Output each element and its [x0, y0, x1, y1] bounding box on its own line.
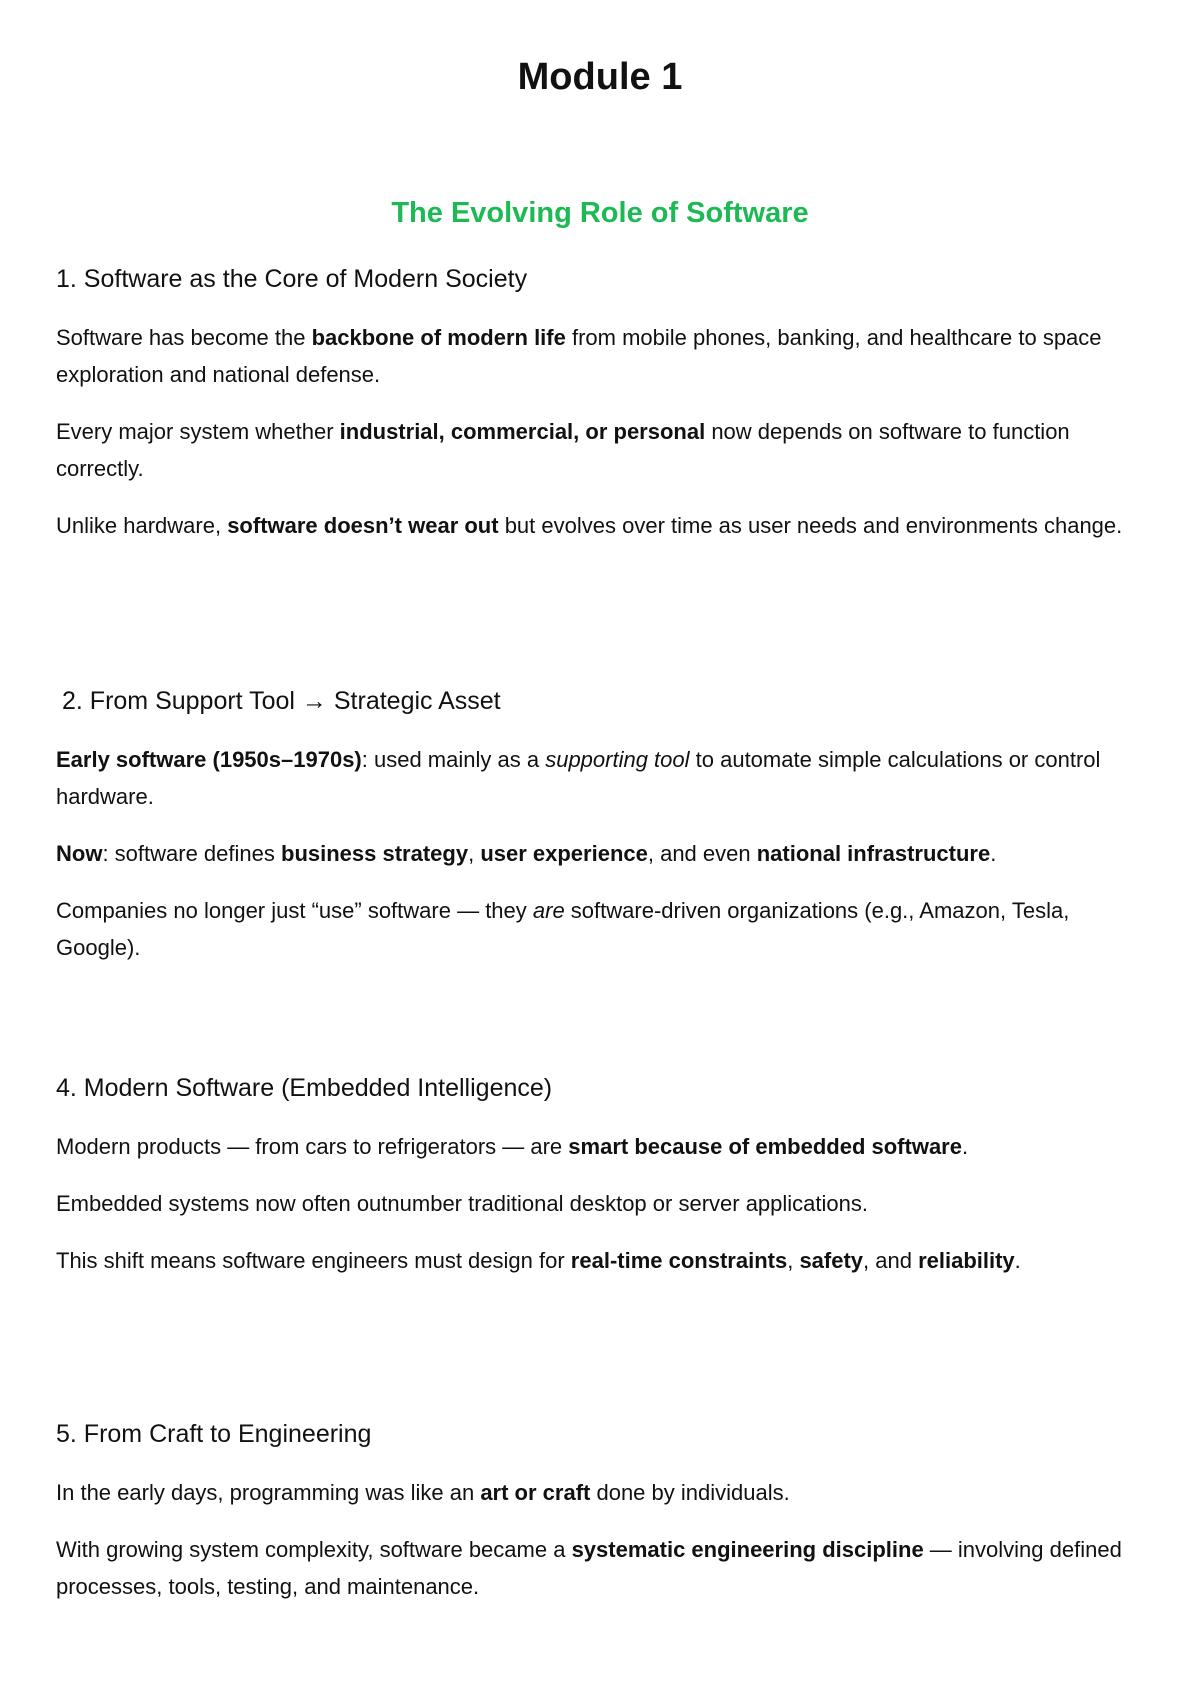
section-heading: 5. From Craft to Engineering — [56, 1420, 372, 1448]
section-modern-software — [56, 1072, 1156, 1299]
paragraph: Every major system whether industrial, commercial, or personal now depends on software to function correctly. — [56, 419, 1070, 481]
section-heading: 4. Modern Software (Embedded Intelligence) — [56, 1074, 553, 1102]
page-subtitle: The Evolving Role of Software — [391, 197, 809, 229]
section-heading: 1. Software as the Core of Modern Society — [56, 265, 528, 293]
paragraph: This shift means software engineers must design for real-time constraints, safety, and reliability. — [56, 1248, 1021, 1273]
paragraph: With growing system complexity, software became a systematic engineering discipline — involving defined processes, tools, testing, and maintenance. — [56, 1537, 1122, 1599]
paragraph: Now: software defines business strategy, user experience, and even national infrastructure. — [56, 841, 997, 866]
page-title: Module 1 — [517, 56, 683, 98]
paragraph: Modern products — from cars to refrigerators — are smart because of embedded software. — [56, 1134, 969, 1159]
paragraph: Embedded systems now often outnumber traditional desktop or server applications. — [56, 1191, 868, 1216]
section-support-to-strategic — [56, 685, 1156, 986]
section-craft-to-engineering — [56, 1418, 1156, 1625]
paragraph: Early software (1950s–1970s): used mainly as a supporting tool to automate simple calculations or control hardware. — [56, 747, 1101, 809]
paragraph: Companies no longer just “use” software — they are software-driven organizations (e.g., Amazon, Tesla, Google). — [56, 898, 1070, 960]
paragraph: Software has become the backbone of modern life from mobile phones, banking, and healthcare to space exploration and national defense. — [56, 325, 1102, 387]
paragraph: Unlike hardware, software doesn’t wear out but evolves over time as user needs and environments change. — [56, 513, 1123, 538]
paragraph: In the early days, programming was like an art or craft done by individuals. — [56, 1480, 790, 1505]
section-software-core — [56, 263, 1156, 564]
section-heading: 2. From Support Tool → Strategic Asset — [62, 687, 501, 715]
